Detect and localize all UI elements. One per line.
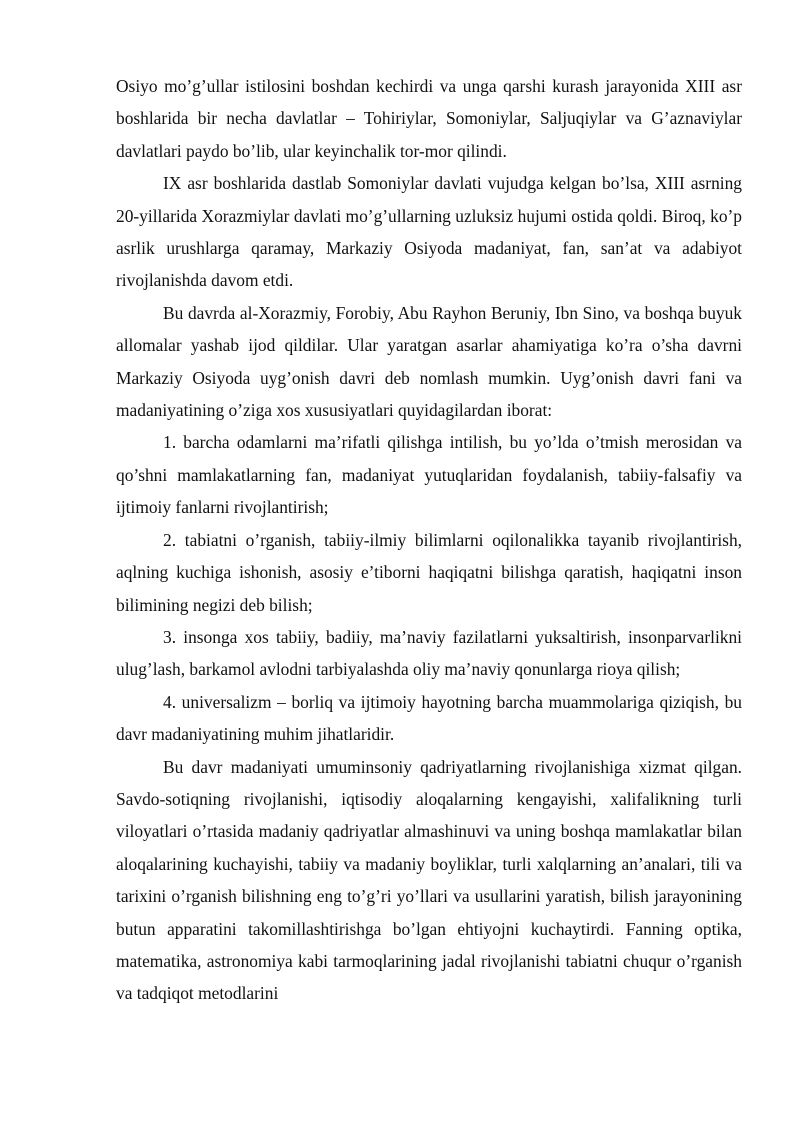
paragraph-madaniyat: Bu davr madaniyati umuminsoniy qadriyatlarning rivojlanishiga xizmat qilgan. Savdo-sotiqning rivojlanishi, iqtisodiy aloqalarning kengayishi, xalifalikning turli viloyatlari o’rtasida madaniy qadriyatlar almashinuvi va uning boshqa mamlakatlar bilan aloqalarining kuchayishi, tabiiy va madaniy boyliklar, turli xalqlarning an’analari, tili va tarixini o’rganish bilishning eng to’g’ri yo’llari va usullarini yaratish, bilish jarayonining butun apparatini takomillashtirishga bo’lgan ehtiyojni kuchaytirdi. Fanning optika, matematika, astronomiya kabi tarmoqlarining jadal rivojlanishi tabiatni chuqur o’rganish va tadqiqot metodlarini [116,756,742,1004]
list-item-3: 3. insonga xos tabiiy, badiiy, ma’naviy fazilatlarni yuksaltirish, insonparvarlikni ulug’lash, barkamol avlodni tarbiyalashda oliy ma’naviy qonunlarga rioya qilish; [116,626,742,680]
paragraph-allomalar: Bu davrda al-Xorazmiy, Forobiy, Abu Rayhon Beruniy, Ibn Sino, va boshqa buyuk allomalar yashab ijod qildilar. Ular yaratgan asarlar ahamiyatiga ko’ra o’sha davrni Markaziy Osiyoda uyg’onish davri deb nomlash mumkin. Uyg’onish davri fani va madaniyatining o’ziga xos xususiyatlari quyidagilardan iborat: [116,302,742,421]
list-item-1: 1. barcha odamlarni ma’rifatli qilishga intilish, bu yo’lda o’tmish merosidan va qo’shni mamlakatlarning fan, madaniyat yutuqlaridan foydalanish, tabiiy-falsafiy va ijtimoiy fanlarni rivojlantirish; [116,432,742,518]
list-item-2: 2. tabiatni o’rganish, tabiiy-ilmiy bilimlarni oqilonalikka tayanib rivojlantirish, aqlning kuchiga ishonish, asosiy e’tiborni haqiqatni bilishga qaratish, haqiqatni inson bilimining negizi deb bilish; [116,529,742,615]
paragraph-continuation: Osiyo mo’g’ullar istilosini boshdan kechirdi va unga qarshi kurash jarayonida XIII asr boshlarida bir necha davlatlar – Tohiriylar, Somoniylar, Saljuqiylar va G’aznaviylar davlatlari paydo bo’lib, ular keyinchalik tor-mor qilindi. [116,76,742,161]
document-page [116,70,742,1010]
list-item-4: 4. universalizm – borliq va ijtimoiy hayotning barcha muammolariga qiziqish, bu davr madaniyatining muhim jihatlaridir. [116,691,742,745]
paragraph-somoniylar: IX asr boshlarida dastlab Somoniylar davlati vujudga kelgan bo’lsa, XIII asrning 20-yillarida Xorazmiylar davlati mo’g’ullarning uzluksiz hujumi ostida qoldi. Biroq, ko’p asrlik urushlarga qaramay, Markaziy Osiyoda madaniyat, fan, san’at va adabiyot rivojlanishda davom etdi. [116,173,742,291]
